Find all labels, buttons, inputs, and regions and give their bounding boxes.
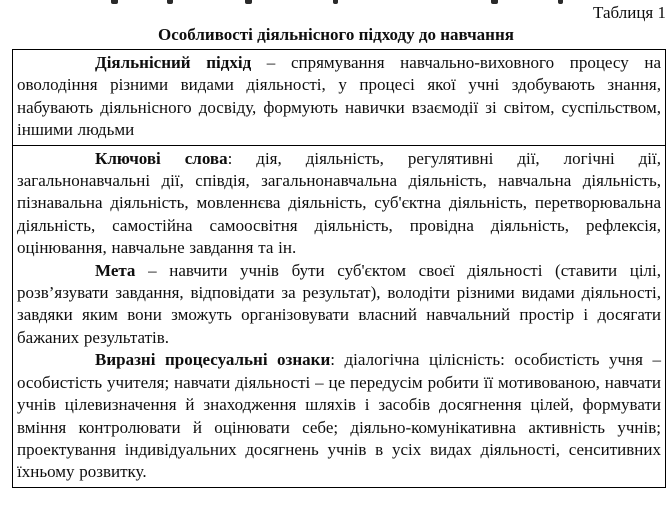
paragraph-process-features: [17, 349, 661, 483]
paragraph-separator: –: [251, 53, 291, 72]
paragraph-body: спрямування навчально-виховного процесу на оволодіння різними видами діяльності, у процесі якої учні здобувають знання, набувають діяльнісного досвіду, формують навички взаємодії зі світом, суспільством, іншими людьми: [17, 53, 661, 140]
document-title: Особливості діяльнісного підходу до навчання: [158, 25, 514, 44]
paragraph-separator: :: [227, 148, 257, 168]
paragraph-body: дія, діяльність, регулятивні дії, логічні дії, загальнонавчальні дії, співдія, загальнонавчальна діяльність, навчальна діяльність, пізнавальна діяльність, мовленнєва діяльність, суб'єктна діяльність, перетворювальна діяльність, самостійна самоосвітня діяльність, провідна діяльність, рефлексія, оцінювання, навчальне завдання та ін.: [17, 148, 661, 258]
paragraph-body: діалогічна цілісність: особистість учня – особистість учителя; навчати діяльності – це передусім робити її мотивованою, навчати учнів цілевизначення й знаходження шляхів і засобів досягнення цілей, формувати вміння контролювати й оцінювати себе; діяльно-комунікативна активність учнів; проектування індивідуальних досягнень учнів в усіх видах діяльності, сенситивних їхньому розвитку.: [17, 350, 661, 482]
paragraph-lead: Ключові слова: [95, 148, 228, 168]
clipped-text-fragment: [333, 0, 338, 4]
paragraph-keywords: [17, 148, 661, 260]
paragraph-definition: [17, 52, 661, 142]
table-row-definition: [13, 50, 665, 145]
paragraph-lead: Діяльнісний підхід: [95, 53, 252, 72]
paragraph-separator: :: [330, 350, 345, 370]
paragraph-body: навчити учнів бути суб'єктом своєї діяльності (ставити цілі, розв’язувати завдання, відповідати за результат), володіти різними видами діяльності, завдяки яким вони зможуть організовувати власний навчальний простір і досягати бажаних результатів.: [17, 260, 662, 347]
feature-table: [12, 49, 666, 488]
paragraph-lead: Мета: [95, 260, 136, 280]
clipped-text-fragment: [111, 0, 118, 4]
table-row-details: [13, 145, 665, 487]
clipped-text-fragment: [491, 0, 498, 4]
paragraph-separator: –: [135, 260, 170, 280]
clipped-text-fragment: [558, 0, 563, 4]
clipped-text-fragment: [167, 0, 173, 4]
table-caption-label: Таблиця 1: [593, 3, 666, 22]
clipped-text-fragment: [245, 0, 252, 4]
paragraph-goal: [17, 260, 661, 350]
paragraph-lead: Виразні процесуальні ознаки: [95, 350, 331, 370]
